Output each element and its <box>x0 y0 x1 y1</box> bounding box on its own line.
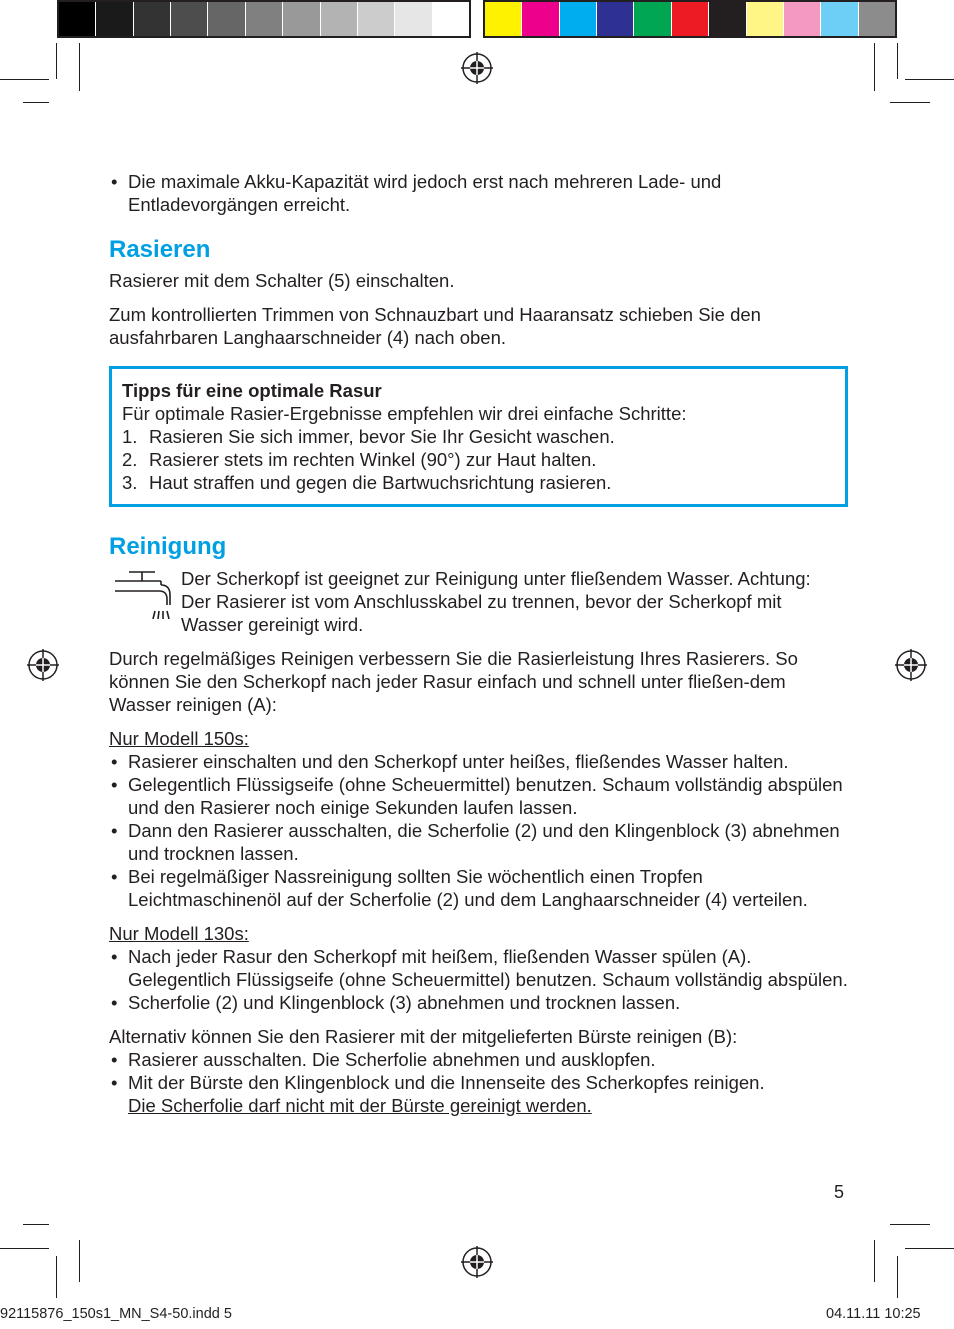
step-number: 1. <box>122 426 138 447</box>
crop-mark <box>56 43 57 79</box>
color-swatch <box>395 2 432 36</box>
model-130s-list <box>109 945 849 1014</box>
list-item <box>122 425 833 448</box>
list-item: • Dann den Rasierer ausschalten, die Scherfolie (2) und den Klingenblock (3) abnehmen und trocknen lassen. <box>109 819 849 865</box>
list-item: • Nach jeder Rasur den Scherkopf mit heißem, fließenden Wasser spülen (A). Gelegentlich Flüssigseife (ohne Scheuermittel) benutzen. Schaum vollständig abspülen. <box>109 945 849 991</box>
tips-intro: Für optimale Rasier-Ergebnisse empfehlen wir drei einfache Schritte: <box>122 403 687 424</box>
color-swatch <box>96 2 133 36</box>
crop-mark <box>79 43 80 91</box>
step-number: 2. <box>122 449 138 470</box>
process-color-bar <box>483 0 897 38</box>
step-text: Rasieren Sie sich immer, bevor Sie Ihr Gesicht waschen. <box>149 426 615 447</box>
list-item: • Rasierer einschalten und den Scherkopf unter heißes, fließendes Wasser halten. <box>109 750 849 773</box>
list-item: • Scherfolie (2) und Klingenblock (3) abnehmen und trocknen lassen. <box>109 991 849 1014</box>
list-item: • Rasierer ausschalten. Die Scherfolie abnehmen und ausklopfen. <box>109 1048 849 1071</box>
crop-mark <box>905 1248 954 1249</box>
crop-mark <box>890 1224 930 1225</box>
crop-mark <box>874 1240 875 1282</box>
crop-mark <box>0 1248 49 1249</box>
color-swatch <box>358 2 395 36</box>
crop-mark <box>874 43 875 91</box>
model-150s-label: Nur Modell 150s: <box>109 728 249 749</box>
color-swatch <box>171 2 208 36</box>
color-swatch <box>597 2 634 36</box>
color-swatch <box>208 2 245 36</box>
crop-mark <box>79 1240 80 1282</box>
color-swatch <box>747 2 784 36</box>
tips-steps-list <box>122 425 833 494</box>
registration-mark-icon <box>461 52 493 84</box>
brush-warning: Die Scherfolie darf nicht mit der Bürste gereinigt werden. <box>128 1095 592 1116</box>
model-130s-label: Nur Modell 130s: <box>109 923 249 944</box>
crop-mark <box>890 102 930 103</box>
slug-file-name: 92115876_150s1_MN_S4-50.indd 5 <box>0 1306 232 1322</box>
crop-mark <box>0 79 49 80</box>
list-item <box>109 1071 849 1117</box>
slug-date-time: 04.11.11 10:25 <box>826 1306 921 1322</box>
list-item-text: Mit der Bürste den Klingenblock und die Innenseite des Scherkopfes reinigen. <box>128 1072 765 1093</box>
crop-mark <box>56 1256 57 1298</box>
color-swatch <box>672 2 709 36</box>
tips-title: Tipps für eine optimale Rasur <box>122 380 382 401</box>
faucet-icon <box>109 567 181 619</box>
color-swatch <box>784 2 821 36</box>
paragraph: Durch regelmäßiges Reinigen verbessern Sie die Rasierleistung Ihres Rasierers. So können Sie den Scherkopf nach jeder Rasur einfach und schnell unter fließen-dem Wasser reinigen (A): <box>109 648 798 715</box>
color-swatch <box>560 2 597 36</box>
page-content <box>109 170 849 1117</box>
color-swatch <box>821 2 858 36</box>
color-swatch <box>433 2 469 36</box>
list-item <box>122 471 833 494</box>
brush-cleaning-list <box>109 1048 849 1117</box>
intro-bullet-list <box>109 170 849 216</box>
color-swatch <box>246 2 283 36</box>
registration-mark-icon <box>27 649 59 681</box>
step-number: 3. <box>122 472 138 493</box>
crop-mark <box>905 79 954 80</box>
grayscale-color-bar <box>57 0 471 38</box>
faucet-note <box>109 567 849 636</box>
list-item <box>122 448 833 471</box>
tips-box <box>109 366 848 507</box>
list-item: • Gelegentlich Flüssigseife (ohne Scheuermittel) benutzen. Schaum vollständig abspülen und den Rasierer noch einige Sekunden laufen lassen. <box>109 773 849 819</box>
crop-mark <box>23 1224 49 1225</box>
list-item: • Bei regelmäßiger Nassreinigung sollten Sie wöchentlich einen Tropfen Leichtmaschinenöl auf der Scherfolie (2) und dem Langhaarschneider (4) verteilen. <box>109 865 849 911</box>
color-swatch <box>634 2 671 36</box>
paragraph: Zum kontrollierten Trimmen von Schnauzbart und Haaransatz schieben Sie den ausfahrbaren Langhaarschneider (4) nach oben. <box>109 304 761 348</box>
color-swatch <box>709 2 746 36</box>
color-swatch <box>134 2 171 36</box>
crop-mark <box>897 43 898 79</box>
model-150s-list <box>109 750 849 911</box>
step-text: Rasierer stets im rechten Winkel (90°) zur Haut halten. <box>149 449 597 470</box>
color-swatch <box>859 2 895 36</box>
section-heading-reinigung: Reinigung <box>109 533 227 560</box>
section-heading-rasieren: Rasieren <box>109 236 211 263</box>
color-swatch <box>283 2 320 36</box>
color-swatch <box>59 2 96 36</box>
color-swatch <box>321 2 358 36</box>
color-swatch <box>522 2 559 36</box>
faucet-note-text: Der Scherkopf ist geeignet zur Reinigung unter fließendem Wasser. Achtung: Der Rasierer ist vom Anschlusskabel zu trennen, bevor der Scherkopf mit Wasser gereinigt wird. <box>181 568 811 635</box>
step-text: Haut straffen und gegen die Bartwuchsrichtung rasieren. <box>149 472 612 493</box>
list-item: • Die maximale Akku-Kapazität wird jedoch erst nach mehreren Lade- und Entladevorgängen erreicht. <box>109 170 849 216</box>
color-swatch <box>485 2 522 36</box>
registration-mark-icon <box>461 1246 493 1278</box>
paragraph: Rasierer mit dem Schalter (5) einschalten. <box>109 270 455 291</box>
crop-mark <box>897 1256 898 1298</box>
paragraph: Alternativ können Sie den Rasierer mit der mitgelieferten Bürste reinigen (B): <box>109 1026 738 1047</box>
crop-mark <box>23 102 49 103</box>
registration-mark-icon <box>895 649 927 681</box>
page-number: 5 <box>834 1182 845 1202</box>
